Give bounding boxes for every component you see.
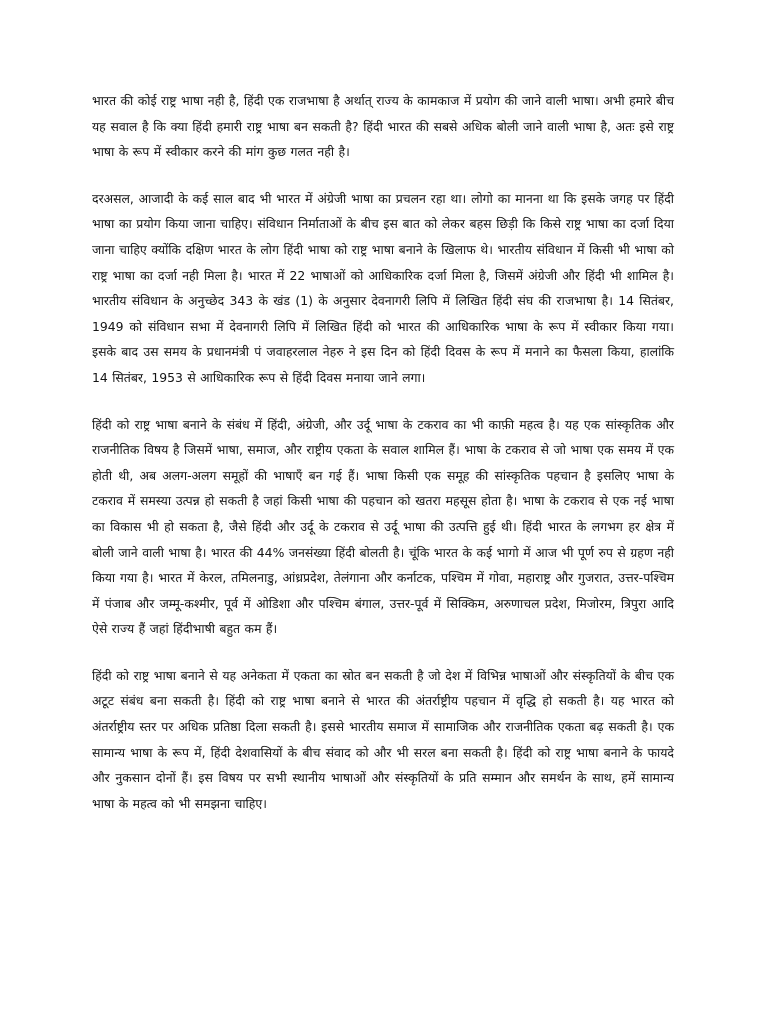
paragraph-3: हिंदी को राष्ट्र भाषा बनाने के संबंध में हिंदी, अंग्रेजी, और उर्दू भाषा के टकराव का भी काफ़ी महत्व है। यह एक सांस्कृतिक और राजनीतिक विषय है जिसमें भाषा, समाज, और राष्ट्रीय एकता के सवाल शामिल हैं। भाषा के टकराव से जो भाषा एक समय में एक होती थी, अब अलग-अलग समूहों की भाषाएँ बन गई हैं। भाषा किसी एक समूह की सांस्कृतिक पहचान है इसलिए भाषा के टकराव में समस्या उत्पन्न हो सकती है जहां किसी भाषा की पहचान को खतरा महसूस होता है। भाषा के टकराव से एक नई भाषा का विकास भी हो सकता है, जैसे हिंदी और उर्दू के टकराव से उर्दू भाषा की उत्पत्ति हुई थी। हिंदी भारत के लगभग हर क्षेत्र में बोली जाने वाली भाषा है। भारत की 44% जनसंख्या हिंदी बोलती है। चूंकि भारत के कई भागो में आज भी पूर्ण रुप से ग्रहण नही किया गया है। भारत में केरल, तमिलनाडु, आंध्रप्रदेश, तेलंगाना और कर्नाटक, पश्चिम में गोवा, महाराष्ट्र और गुजरात, उत्तर-पश्चिम में पंजाब और जम्मू-कश्मीर, पूर्व में ओडिशा और पश्चिम बंगाल, उत्तर-पूर्व में सिक्किम, अरुणाचल प्रदेश, मिजोरम, त्रिपुरा आदि ऐसे राज्य हैं जहां हिंदीभाषी बहुत कम हैं। — [92, 416, 674, 637]
paragraph-2: दरअसल, आजादी के कई साल बाद भी भारत में अंग्रेजी भाषा का प्रचलन रहा था। लोगो का मानना था कि इसके जगह पर हिंदी भाषा का प्रयोग किया जाना चाहिए। संविधान निर्माताओं के बीच इस बात को लेकर बहस छिड़ी कि किसे राष्ट्र भाषा का दर्जा दिया जाना चाहिए क्योंकि दक्षिण भारत के लोग हिंदी भाषा को राष्ट्र भाषा बनाने के खिलाफ थे। भारतीय संविधान में किसी भी भाषा को राष्ट्र भाषा का दर्जा नही मिला है। भारत में 22 भाषाओं को आधिकारिक दर्जा मिला है, जिसमें अंग्रेजी और हिंदी भी शामिल है। भारतीय संविधान के अनुच्छेद 343 के खंड (1) के अनुसार देवनागरी लिपि में लिखित हिंदी संघ की राजभाषा है। 14 सितंबर, 1949 को संविधान सभा में देवनागरी लिपि में लिखित हिंदी को भारत की आधिकारिक भाषा के रूप में स्वीकार किया गया। इसके बाद उस समय के प्रधानमंत्री पं जवाहरलाल नेहरु ने इस दिन को हिंदी दिवस के रूप में मनाने का फैसला किया, हालांकि 14 सितंबर, 1953 से आधिकारिक रूप से हिंदी दिवस मनाया जाने लगा। — [92, 190, 674, 385]
paragraph-4: हिंदी को राष्ट्र भाषा बनाने से यह अनेकता में एकता का स्रोत बन सकती है जो देश में विभिन्न भाषाओं और संस्कृतियों के बीच एक अटूट संबंध बना सकती है। हिंदी को राष्ट्र भाषा बनाने से भारत की अंतर्राष्ट्रीय पहचान में वृद्धि हो सकती है। यह भारत को अंतर्राष्ट्रीय स्तर पर अधिक प्रतिष्ठा दिला सकती है। इससे भारतीय समाज में सामाजिक और राजनीतिक एकता बढ़ सकती है। एक सामान्य भाषा के रूप में, हिंदी देशवासियों के बीच संवाद को और भी सरल बना सकती है। हिंदी को राष्ट्र भाषा बनाने के फायदे और नुकसान दोनों हैं। इस विषय पर सभी स्थानीय भाषाओं और संस्कृतियों के प्रति सम्मान और समर्थन के साथ, हमें सामान्य भाषा के महत्व को भी समझना चाहिए। — [92, 667, 674, 811]
paragraph-1: भारत की कोई राष्ट्र भाषा नही है, हिंदी एक राजभाषा है अर्थात् राज्य के कामकाज में प्रयोग की जाने वाली भाषा। अभी हमारे बीच यह सवाल है कि क्या हिंदी हमारी राष्ट्र भाषा बन सकती है? हिंदी भारत की सबसे अधिक बोली जाने वाली भाषा है, अतः इसे राष्ट्र भाषा के रूप में स्वीकार करने की मांग कुछ गलत नही है। — [92, 93, 674, 160]
